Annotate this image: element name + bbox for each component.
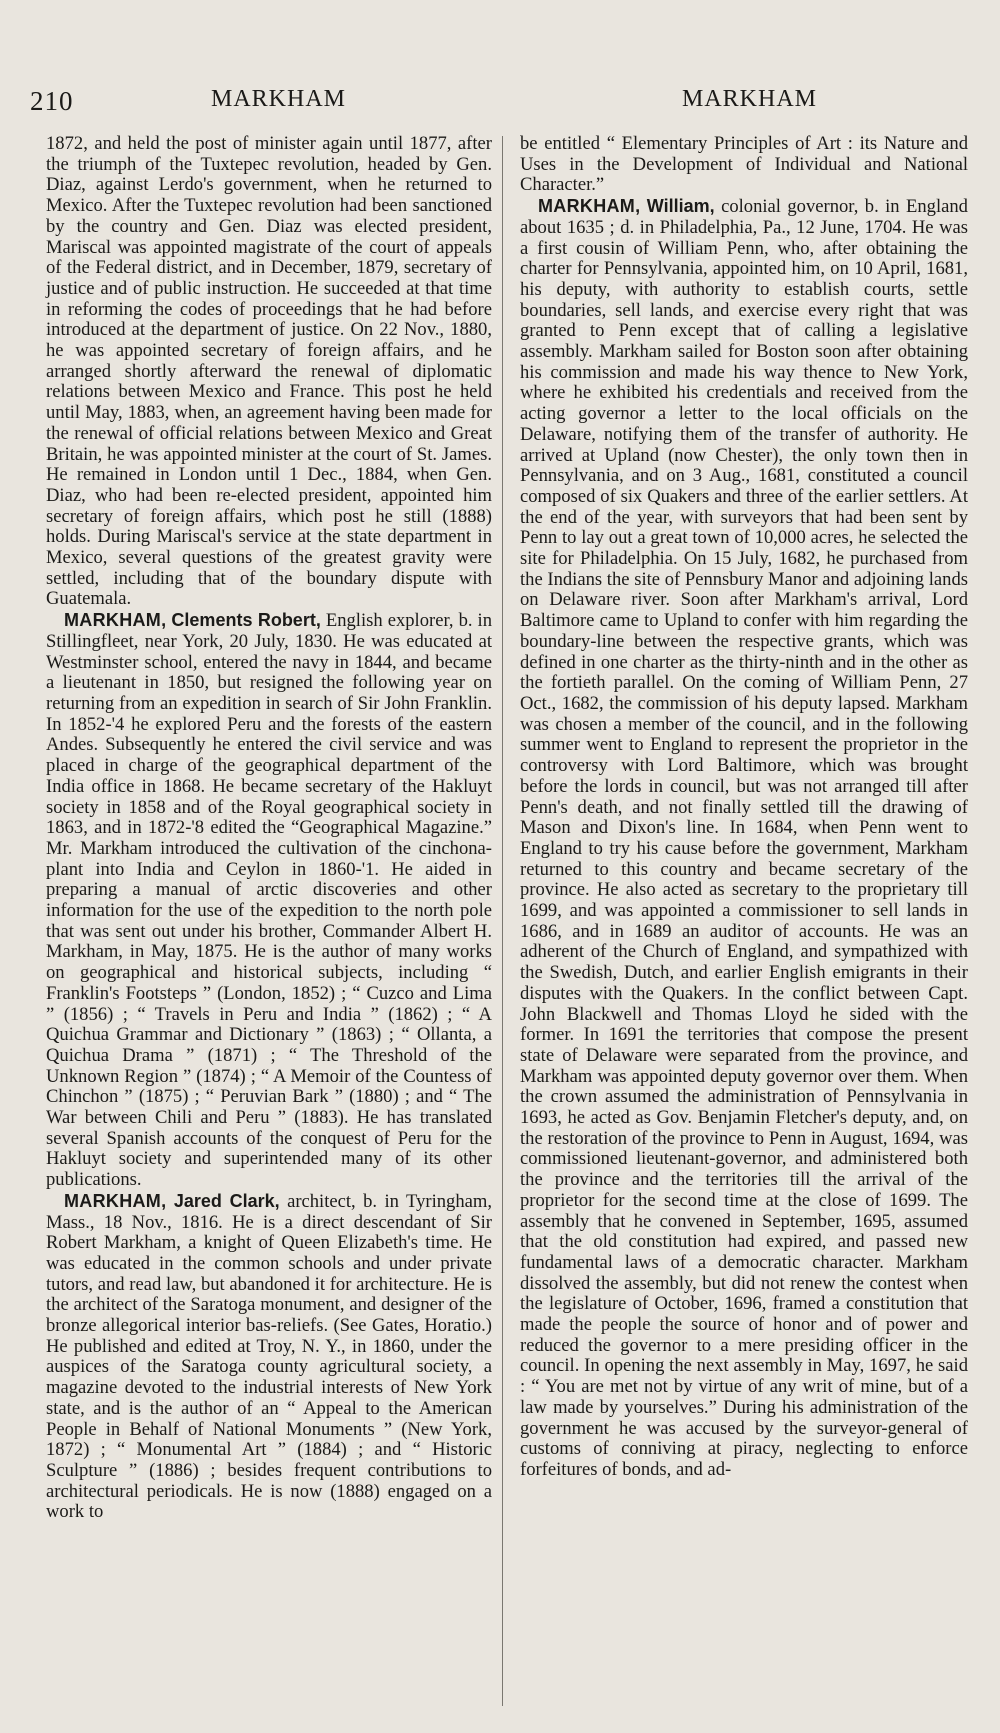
entry-jared-clark-markham bbox=[46, 1191, 492, 1523]
column-divider bbox=[502, 136, 503, 1706]
entry-clements-robert-markham bbox=[46, 610, 492, 1191]
running-head-right: MARKHAM bbox=[682, 86, 818, 112]
entry-given-names: William, bbox=[646, 196, 715, 217]
continued-paragraph: 1872, and held the post of minister again until 1877, after the triumph of the Tuxtepec revolution, headed by Gen. Diaz, against Lerdo's government, when he returned to Mexico. After the Tuxtepec revolution had been sanctioned by the country and Gen. Diaz was elected president, Mariscal was appointed magistrate of the court of appeals of the Federal district, and in December, 1879, secretary of justice and of public instruction. He succeeded at that time in reforming the codes of proceedings that he had before introduced at the department of justice. On 22 Nov., 1880, he was appointed secretary of foreign affairs, and he arranged shortly afterward the renewal of diplomatic relations between Mexico and France. This post he held until May, 1883, when, an agreement having been made for the renewal of official relations between Mexico and Great Britain, he was appointed minister at the court of St. James. He remained in London until 1 Dec., 1884, when Gen. Diaz, who had been re-elected president, appointed him secretary of foreign affairs, which post he still (1888) holds. During Mariscal's service at the state department in Mexico, several questions of the greatest gravity were settled, including that of the boundary dispute with Guatemala. bbox=[46, 133, 492, 610]
entry-surname: MARKHAM, bbox=[64, 610, 167, 631]
continued-paragraph: be entitled “ Elementary Principles of Art : its Nature and Uses in the Development of Individual and National Character.” bbox=[520, 133, 968, 196]
entry-surname: MARKHAM, bbox=[64, 1190, 167, 1211]
entry-william-markham bbox=[520, 196, 968, 1481]
page-header bbox=[0, 86, 1000, 120]
page-number: 210 bbox=[30, 86, 74, 116]
entry-text: English explorer, b. in Stillingfleet, near York, 20 July, 1830. He was educated at Westminster school, entered the navy in 1844, and became a lieutenant in 1850, but resigned the following year on returning from an expedition in search of Sir John Franklin. In 1852-'4 he explored Peru and the forests of the eastern Andes. Subsequently he entered the civil service and was placed in charge of the geographical department of the India office in 1868. He became secretary of the Hakluyt society in 1858 and of the Royal geographical society in 1863, and in 1872-'8 edited the “Geographical Magazine.” Mr. Markham introduced the cultivation of the cinchona-plant into India and Ceylon in 1860-'1. He aided in preparing a manual of arctic discoveries and other information for the use of the expedition to the north pole that was sent out under his brother, Commander Albert H. Markham, in May, 1875. He is the author of many works on geographical and historical subjects, including “ Franklin's Footsteps ” (London, 1852) ; “ Cuzco and Lima ” (1856) ; “ Travels in Peru and India ” (1862) ; “ A Quichua Grammar and Dictionary ” (1863) ; “ Ollanta, a Quichua Drama ” (1871) ; “ The Threshold of the Unknown Region ” (1874) ; “ A Memoir of the Countess of Chinchon ” (1875) ; “ Peruvian Bark ” (1880) ; and “ The War between Chili and Peru ” (1883). He has translated several Spanish accounts of the conquest of Peru for the Hakluyt society and superintended many of its other publications. bbox=[46, 610, 492, 1191]
entry-text: colonial governor, b. in England about 1635 ; d. in Philadelphia, Pa., 12 June, 1704. He was a first cousin of William Penn, who, after obtaining the charter for Pennsylvania, appointed him, on 10 April, 1681, his deputy, with authority to establish courts, settle boundaries, sell lands, and exercise every right that was granted to Penn except that of calling a legislative assembly. Markham sailed for Boston soon after obtaining his commission and made his way thence to New York, where he exhibited his credentials and received from the acting governor a letter to the local officials on the Delaware, notifying them of the transfer of authority. He arrived at Upland (now Chester), the only town then in Pennsylvania, and on 3 Aug., 1681, constituted a council composed of six Quakers and three of the earlier settlers. At the end of the year, with surveyors that had been sent by Penn to lay out a great town of 10,000 acres, he selected the site for Philadelphia. On 15 July, 1682, he purchased from the Indians the site of Pennsbury Manor and adjoining lands on Delaware river. Soon after Markham's arrival, Lord Baltimore came to Upland to confer with him regarding the boundary-line between the respective grants, which was defined in one charter as the thirty-ninth and in the other as the fortieth parallel. On the coming of William Penn, 27 Oct., 1682, the commission of his deputy lapsed. Markham was chosen a member of the council, and in the following summer went to England to represent the proprietor in the controversy with Lord Baltimore, which was brought before the lords in council, but was not arranged till after Penn's death, and not finally settled till the drawing of Mason and Dixon's line. In 1684, when Penn went to England to try his cause before the government, Markham returned to this country and became secretary of the province. He also acted as secretary to the proprietary till 1699, and was appointed a commissioner to sell lands in 1686, and in 1689 an auditor of accounts. He was an adherent of the Church of England, and sympathized with the Swedish, Dutch, and earlier English emigrants in their disputes with the Quakers. In the conflict between Capt. John Blackwell and Thomas Lloyd he sided with the former. In 1691 the territories that compose the present state of Delaware were separated from the province, and Markham was appointed deputy governor over them. When the crown assumed the administration of Pennsylvania in 1693, he acted as Gov. Benjamin Fletcher's deputy, and, on the restoration of the province to Penn in August, 1694, was commissioned lieutenant-governor, and administered both the province and the territories till the arrival of the proprietor for the second time at the close of 1699. The assembly that he convened in September, 1695, assumed that the old constitution had expired, and passed new fundamental laws of a democratic character. Markham dissolved the assembly, but did not renew the contest when the legislature of October, 1696, framed a constitution that made the people the source of honor and of power and reduced the governor to a mere presiding officer in the council. In opening the next assembly in May, 1697, he said : “ You are met not by virtue of any writ of mine, but of a law made by yourselves.” During his administration of the government he was accused by the surveyor-general of customs of conniving at piracy, neglecting to enforce forfeitures of bonds, and ad- bbox=[520, 196, 968, 1480]
right-column bbox=[520, 134, 968, 1481]
entry-surname: MARKHAM, bbox=[538, 196, 641, 217]
entry-given-names: Jared Clark, bbox=[173, 1190, 280, 1211]
running-head-left: MARKHAM bbox=[211, 86, 347, 112]
entry-given-names: Clements Robert, bbox=[171, 610, 321, 631]
left-column bbox=[46, 134, 492, 1523]
entry-text: architect, b. in Tyringham, Mass., 18 Nov., 1816. He is a direct descendant of Sir Robert Markham, a knight of Queen Elizabeth's time. He was educated in the common schools and under private tutors, and read law, but abandoned it for architecture. He is the architect of the Saratoga monument, and designer of the bronze allegorical interior bas-reliefs. (See Gates, Horatio.) He published and edited at Troy, N. Y., in 1860, under the auspices of the Saratoga county agricultural society, a magazine devoted to the industrial interests of New York state, and is the author of an “ Appeal to the American People in Behalf of National Monuments ” (New York, 1872) ; “ Monumental Art ” (1884) ; and “ Historic Sculpture ” (1886) ; besides frequent contributions to architectural periodicals. He is now (1888) engaged on a work to bbox=[46, 1190, 492, 1523]
